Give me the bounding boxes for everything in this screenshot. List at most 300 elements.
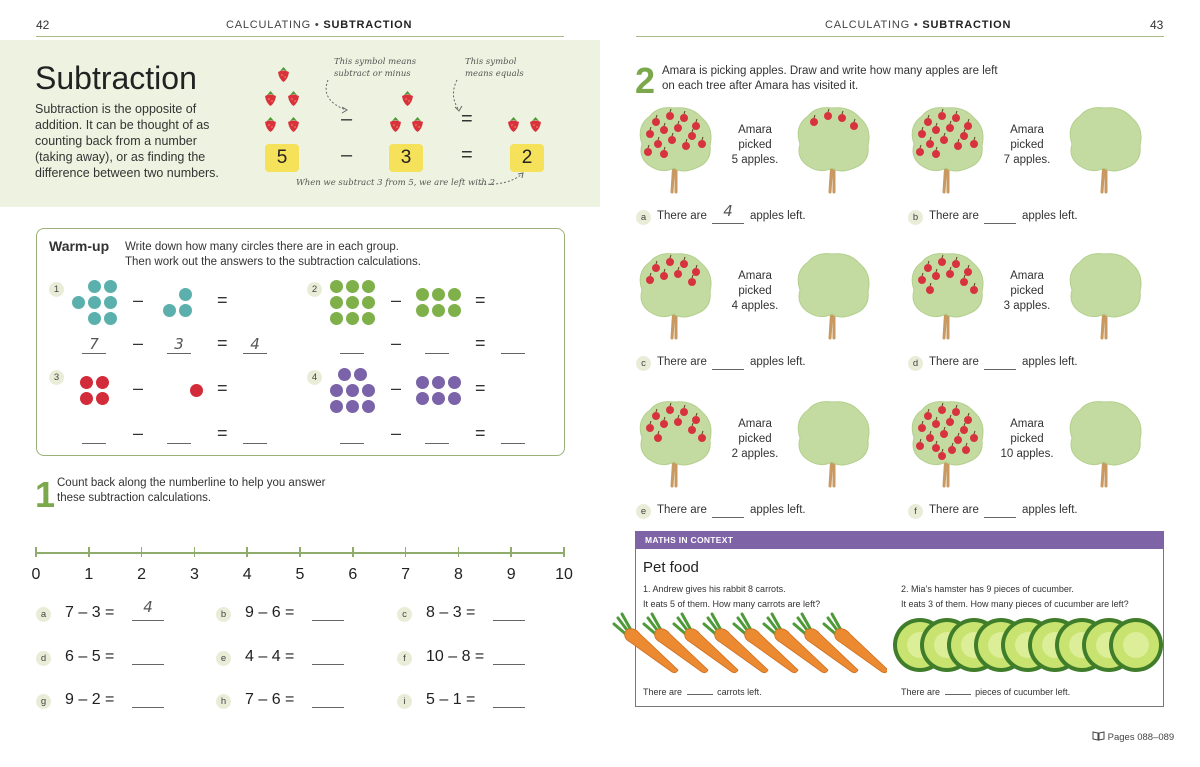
question-hamster: 2. Mia’s hamster has 9 pieces of cucumber. It eats 3 of them. How many pieces of cucumber are left? bbox=[901, 584, 1129, 609]
apple-icon bbox=[666, 406, 674, 414]
picked-label bbox=[992, 417, 1062, 462]
answer-blank[interactable] bbox=[687, 694, 713, 695]
picked-label-line: 2 apples. bbox=[731, 448, 779, 460]
apple-icon bbox=[666, 258, 674, 266]
circle-dot bbox=[362, 280, 375, 293]
apple-icon bbox=[918, 130, 926, 138]
question-expression: 9 – 6 = bbox=[245, 604, 295, 621]
question-label: f bbox=[397, 651, 412, 666]
apple-icon bbox=[682, 142, 690, 150]
apple-icon bbox=[940, 136, 948, 144]
question-label: i bbox=[397, 694, 412, 709]
circle-dot bbox=[448, 304, 461, 317]
answer-blank[interactable] bbox=[493, 620, 525, 621]
page-number-left: 42 bbox=[36, 18, 50, 32]
question-label: h bbox=[216, 694, 231, 709]
running-head-right: CALCULATING • SUBTRACTION bbox=[825, 19, 1012, 31]
handwritten-answer: 3 bbox=[174, 335, 184, 353]
apple-tree-before bbox=[906, 104, 988, 194]
equals-symbol: = bbox=[475, 290, 486, 310]
strawberry-icon bbox=[506, 116, 521, 133]
apple-icon bbox=[970, 434, 978, 442]
apple-icon bbox=[924, 264, 932, 272]
strawberry-icon bbox=[276, 66, 291, 83]
question-label: a bbox=[36, 607, 51, 622]
numberline-tick bbox=[35, 547, 37, 557]
picked-label bbox=[720, 123, 790, 168]
pet-food-title: Pet food bbox=[643, 559, 699, 576]
apple-icon bbox=[644, 148, 652, 156]
apple-icon bbox=[824, 112, 832, 120]
equals-symbol: = bbox=[461, 144, 473, 166]
apple-icon bbox=[970, 140, 978, 148]
answer-hamster: There are pieces of cucumber left. bbox=[901, 687, 1071, 697]
answer-blank[interactable] bbox=[984, 369, 1016, 370]
section1-instructions: Count back along the numberline to help you answer these subtraction calculations. bbox=[57, 477, 326, 504]
circle-dot bbox=[448, 288, 461, 301]
intro-text: Subtraction is the opposite of addition. It can be thought of as counting back from a number (taking away), or as finding the difference between two numbers. bbox=[35, 102, 219, 180]
circle-dot bbox=[80, 376, 93, 389]
minus-symbol: – bbox=[133, 290, 144, 310]
picked-label-line: picked bbox=[738, 433, 772, 445]
apple-icon bbox=[688, 426, 696, 434]
answer-blank[interactable] bbox=[340, 353, 364, 354]
picked-label-line: 3 apples. bbox=[1003, 300, 1051, 312]
apple-icon bbox=[652, 118, 660, 126]
numberline-label: 10 bbox=[555, 566, 573, 583]
minus-symbol: – bbox=[391, 333, 402, 353]
circle-dot bbox=[346, 312, 359, 325]
answer-blank[interactable] bbox=[712, 517, 744, 518]
answer-blank[interactable] bbox=[167, 443, 191, 444]
minus-symbol: – bbox=[341, 144, 353, 166]
warmup-instructions: Write down how many circles there are in each group. Then work out the answers to the subtraction calculations. bbox=[125, 241, 421, 268]
apple-icon bbox=[660, 420, 668, 428]
apple-icon bbox=[964, 122, 972, 130]
warmup-item-label: 2 bbox=[307, 282, 322, 297]
apple-icon bbox=[654, 140, 662, 148]
numberline-label: 5 bbox=[295, 566, 305, 583]
circle-dot bbox=[432, 304, 445, 317]
apple-icon bbox=[674, 124, 682, 132]
answer-blank[interactable] bbox=[984, 517, 1016, 518]
apple-icon bbox=[850, 122, 858, 130]
apple-icon bbox=[916, 442, 924, 450]
answer-blank[interactable] bbox=[945, 694, 971, 695]
answer-prefix: There are bbox=[657, 504, 707, 516]
answer-blank[interactable] bbox=[132, 707, 164, 708]
question-expression: 10 – 8 = bbox=[426, 648, 485, 665]
question-expression: 8 – 3 = bbox=[426, 604, 476, 621]
question-expression: 7 – 6 = bbox=[245, 691, 295, 708]
circle-dot bbox=[416, 288, 429, 301]
apple-icon bbox=[946, 270, 954, 278]
apple-icon bbox=[692, 416, 700, 424]
circle-dot bbox=[72, 296, 85, 309]
picked-label-line: Amara bbox=[738, 124, 772, 136]
answer-prefix: There are bbox=[929, 210, 979, 222]
answer-blank[interactable] bbox=[312, 664, 344, 665]
apple-icon bbox=[652, 412, 660, 420]
answer-blank[interactable] bbox=[712, 369, 744, 370]
number-box-5: 5 bbox=[265, 144, 299, 172]
question-expression: 9 – 2 = bbox=[65, 691, 115, 708]
circle-dot bbox=[163, 304, 176, 317]
apple-icon bbox=[680, 408, 688, 416]
apple-icon bbox=[952, 408, 960, 416]
apple-icon bbox=[946, 418, 954, 426]
question-expression: 6 – 5 = bbox=[65, 648, 115, 665]
answer-rabbit: There are carrots left. bbox=[643, 687, 762, 697]
numberline-tick bbox=[246, 547, 248, 557]
circle-dot bbox=[362, 296, 375, 309]
circle-dot bbox=[179, 304, 192, 317]
question-label: g bbox=[36, 694, 51, 709]
picked-label-line: 4 apples. bbox=[731, 300, 779, 312]
header-rule-right bbox=[636, 36, 1164, 37]
apple-tree-after bbox=[1064, 250, 1146, 340]
picked-label bbox=[720, 417, 790, 462]
circle-dot bbox=[362, 400, 375, 413]
apple-icon bbox=[680, 114, 688, 122]
circle-dot bbox=[190, 384, 203, 397]
minus-symbol: – bbox=[341, 108, 353, 130]
circle-dot bbox=[346, 296, 359, 309]
apple-icon bbox=[964, 416, 972, 424]
picked-label-line: Amara bbox=[1010, 418, 1044, 430]
circle-dot bbox=[432, 392, 445, 405]
cucumber-illustration bbox=[892, 615, 1164, 675]
answer-blank[interactable] bbox=[167, 353, 191, 354]
equals-symbol: = bbox=[217, 423, 228, 443]
apple-icon bbox=[692, 268, 700, 276]
page-reference: Pages 088–089 bbox=[1092, 731, 1174, 743]
answer-prefix: There are bbox=[929, 504, 979, 516]
numberline-tick bbox=[510, 547, 512, 557]
picked-label bbox=[992, 123, 1062, 168]
apple-tree-after bbox=[792, 250, 874, 340]
answer-blank[interactable] bbox=[501, 353, 525, 354]
numberline-label: 4 bbox=[242, 566, 252, 583]
apple-icon bbox=[948, 446, 956, 454]
strawberry-icon bbox=[388, 116, 403, 133]
apple-icon bbox=[810, 118, 818, 126]
circle-dot bbox=[330, 280, 343, 293]
answer-blank[interactable] bbox=[132, 620, 164, 621]
answer-prefix: There are bbox=[657, 356, 707, 368]
apple-icon bbox=[938, 258, 946, 266]
answer-blank[interactable] bbox=[340, 443, 364, 444]
apple-icon bbox=[962, 446, 970, 454]
minus-symbol: – bbox=[391, 378, 402, 398]
handwritten-answer: 4 bbox=[250, 335, 260, 353]
apple-icon bbox=[668, 136, 676, 144]
apple-icon bbox=[960, 426, 968, 434]
question-label: d bbox=[908, 356, 923, 371]
answer-blank[interactable] bbox=[425, 353, 449, 354]
minus-symbol: – bbox=[133, 333, 144, 353]
answer-blank[interactable] bbox=[984, 223, 1016, 224]
picked-label-line: Amara bbox=[1010, 124, 1044, 136]
circle-dot bbox=[362, 312, 375, 325]
numberline-tick bbox=[563, 547, 565, 557]
circle-dot bbox=[416, 392, 429, 405]
annotation-minus: This symbol means subtract or minus bbox=[334, 57, 417, 79]
circle-dot bbox=[88, 296, 101, 309]
apple-icon bbox=[932, 126, 940, 134]
picked-label-line: Amara bbox=[1010, 270, 1044, 282]
circle-dot bbox=[88, 280, 101, 293]
numberline-label: 1 bbox=[84, 566, 94, 583]
circle-dot bbox=[432, 288, 445, 301]
answer-suffix: apples left. bbox=[1022, 504, 1078, 516]
circle-dot bbox=[432, 376, 445, 389]
picked-label-line: picked bbox=[738, 139, 772, 151]
circle-dot bbox=[346, 384, 359, 397]
apple-icon bbox=[926, 140, 934, 148]
numberline-tick bbox=[352, 547, 354, 557]
picked-label-line: 5 apples. bbox=[731, 154, 779, 166]
picked-label-line: 10 apples. bbox=[1000, 448, 1054, 460]
numberline-label: 0 bbox=[31, 566, 41, 583]
question-label: a bbox=[636, 210, 651, 225]
apple-icon bbox=[926, 286, 934, 294]
answer-blank[interactable] bbox=[493, 664, 525, 665]
section2-instructions: Amara is picking apples. Draw and write how many apples are left on each tree after Amara has visited it. bbox=[662, 65, 998, 92]
minus-symbol: – bbox=[133, 378, 144, 398]
answer-blank[interactable] bbox=[82, 443, 106, 444]
question-label: e bbox=[216, 651, 231, 666]
strawberry-icon bbox=[400, 90, 415, 107]
apple-icon bbox=[924, 412, 932, 420]
circle-dot bbox=[448, 376, 461, 389]
circle-dot bbox=[330, 400, 343, 413]
answer-prefix: There are bbox=[657, 210, 707, 222]
apple-icon bbox=[838, 114, 846, 122]
numberline-label: 8 bbox=[453, 566, 463, 583]
numberline-tick bbox=[141, 547, 143, 557]
circle-dot bbox=[416, 304, 429, 317]
apple-icon bbox=[938, 452, 946, 460]
number-box-2: 2 bbox=[510, 144, 544, 172]
minus-symbol: – bbox=[391, 290, 402, 310]
circle-dot bbox=[96, 376, 109, 389]
apple-icon bbox=[938, 406, 946, 414]
apple-icon bbox=[940, 430, 948, 438]
circle-dot bbox=[104, 296, 117, 309]
number-box-3: 3 bbox=[389, 144, 423, 172]
apple-icon bbox=[932, 444, 940, 452]
circle-dot bbox=[88, 312, 101, 325]
answer-blank[interactable] bbox=[243, 353, 267, 354]
numberline-tick bbox=[194, 547, 196, 557]
apple-icon bbox=[698, 434, 706, 442]
question-label: b bbox=[216, 607, 231, 622]
cucumber-slice-icon bbox=[1109, 618, 1163, 672]
apple-tree-before bbox=[634, 398, 716, 488]
apple-icon bbox=[660, 126, 668, 134]
question-expression: 7 – 3 = bbox=[65, 604, 115, 621]
apple-tree-before bbox=[906, 398, 988, 488]
picked-label bbox=[720, 269, 790, 314]
maths-in-context-header: MATHS IN CONTEXT bbox=[635, 531, 1164, 549]
numberline-label: 6 bbox=[348, 566, 358, 583]
arrow-caption-icon bbox=[478, 172, 528, 192]
apple-icon bbox=[952, 260, 960, 268]
answer-prefix: There are bbox=[929, 356, 979, 368]
question-label: b bbox=[908, 210, 923, 225]
answer-suffix: apples left. bbox=[750, 210, 806, 222]
equals-symbol: = bbox=[475, 333, 486, 353]
carrot-icon bbox=[824, 614, 887, 673]
apple-icon bbox=[954, 142, 962, 150]
question-label: c bbox=[397, 607, 412, 622]
strawberry-icon bbox=[286, 90, 301, 107]
apple-icon bbox=[954, 436, 962, 444]
circle-dot bbox=[354, 368, 367, 381]
question-rabbit: 1. Andrew gives his rabbit 8 carrots. It eats 5 of them. How many carrots are left? bbox=[643, 584, 821, 609]
apple-icon bbox=[646, 276, 654, 284]
apple-icon bbox=[660, 150, 668, 158]
answer-suffix: apples left. bbox=[1022, 356, 1078, 368]
answer-blank[interactable] bbox=[493, 707, 525, 708]
apple-icon bbox=[674, 418, 682, 426]
answer-suffix: apples left. bbox=[1022, 210, 1078, 222]
apple-icon bbox=[646, 130, 654, 138]
apple-icon bbox=[698, 140, 706, 148]
book-icon bbox=[1092, 731, 1105, 741]
equals-symbol: = bbox=[461, 108, 473, 130]
equals-symbol: = bbox=[475, 378, 486, 398]
apple-icon bbox=[960, 132, 968, 140]
numberline-tick bbox=[299, 547, 301, 557]
page-number-right: 43 bbox=[1150, 18, 1164, 32]
numberline-tick bbox=[88, 547, 90, 557]
apple-icon bbox=[688, 278, 696, 286]
circle-dot bbox=[330, 384, 343, 397]
apple-icon bbox=[654, 434, 662, 442]
apple-icon bbox=[660, 272, 668, 280]
picked-label-line: Amara bbox=[738, 270, 772, 282]
apple-tree-after bbox=[1064, 104, 1146, 194]
apple-icon bbox=[952, 114, 960, 122]
apple-icon bbox=[680, 260, 688, 268]
warmup-item-label: 1 bbox=[49, 282, 64, 297]
circle-dot bbox=[104, 280, 117, 293]
page-title: Subtraction bbox=[35, 60, 197, 96]
circle-dot bbox=[330, 312, 343, 325]
circle-dot bbox=[330, 296, 343, 309]
picked-label-line: picked bbox=[738, 285, 772, 297]
apple-icon bbox=[918, 424, 926, 432]
minus-symbol: – bbox=[391, 423, 402, 443]
answer-suffix: apples left. bbox=[750, 356, 806, 368]
picked-label-line: picked bbox=[1010, 285, 1044, 297]
equals-symbol: = bbox=[475, 423, 486, 443]
apple-tree-before bbox=[634, 250, 716, 340]
numberline-label: 2 bbox=[137, 566, 147, 583]
answer-blank[interactable] bbox=[712, 223, 744, 224]
warmup-item-label: 3 bbox=[49, 370, 64, 385]
apple-tree-before bbox=[906, 250, 988, 340]
answer-blank[interactable] bbox=[312, 620, 344, 621]
apple-icon bbox=[932, 272, 940, 280]
apple-icon bbox=[938, 112, 946, 120]
numberline-label: 3 bbox=[189, 566, 199, 583]
apple-tree-after bbox=[1064, 398, 1146, 488]
circle-dot bbox=[346, 400, 359, 413]
section-number-2: 2 bbox=[635, 60, 656, 101]
answer-blank[interactable] bbox=[132, 664, 164, 665]
numberline-tick bbox=[458, 547, 460, 557]
warmup-title: Warm-up bbox=[49, 238, 110, 254]
apple-icon bbox=[916, 148, 924, 156]
annotation-equals: This symbol means equals bbox=[465, 57, 524, 79]
minus-symbol: – bbox=[133, 423, 144, 443]
circle-dot bbox=[104, 312, 117, 325]
apple-icon bbox=[924, 118, 932, 126]
apple-icon bbox=[960, 278, 968, 286]
picked-label-line: 7 apples. bbox=[1003, 154, 1051, 166]
numberline-label: 9 bbox=[506, 566, 516, 583]
apple-icon bbox=[692, 122, 700, 130]
circle-dot bbox=[338, 368, 351, 381]
numberline-label: 7 bbox=[401, 566, 411, 583]
apple-icon bbox=[932, 420, 940, 428]
question-expression: 4 – 4 = bbox=[245, 648, 295, 665]
apple-tree-before bbox=[634, 104, 716, 194]
question-expression: 5 – 1 = bbox=[426, 691, 476, 708]
equals-symbol: = bbox=[217, 378, 228, 398]
equals-symbol: = bbox=[217, 333, 228, 353]
header-rule-left bbox=[36, 36, 564, 37]
handwritten-answer: 4 bbox=[143, 598, 153, 616]
strawberry-icon bbox=[410, 116, 425, 133]
picked-label-line: picked bbox=[1010, 139, 1044, 151]
numberline-tick bbox=[405, 547, 407, 557]
strawberry-icon bbox=[263, 116, 278, 133]
apple-icon bbox=[652, 264, 660, 272]
strawberry-icon bbox=[528, 116, 543, 133]
circle-dot bbox=[80, 392, 93, 405]
answer-blank[interactable] bbox=[312, 707, 344, 708]
answer-blank[interactable] bbox=[243, 443, 267, 444]
section-number-1: 1 bbox=[35, 474, 56, 515]
answer-blank[interactable] bbox=[501, 443, 525, 444]
answer-blank[interactable] bbox=[425, 443, 449, 444]
intro-caption: When we subtract 3 from 5, we are left with 2 bbox=[296, 178, 496, 188]
question-label: d bbox=[36, 651, 51, 666]
equals-symbol: = bbox=[217, 290, 228, 310]
apple-icon bbox=[674, 270, 682, 278]
circle-dot bbox=[179, 288, 192, 301]
apple-icon bbox=[918, 276, 926, 284]
apple-icon bbox=[666, 112, 674, 120]
circle-dot bbox=[346, 280, 359, 293]
apple-icon bbox=[970, 286, 978, 294]
apple-icon bbox=[646, 424, 654, 432]
apple-tree-after bbox=[792, 398, 874, 488]
answer-blank[interactable] bbox=[82, 353, 106, 354]
question-label: c bbox=[636, 356, 651, 371]
strawberry-icon bbox=[286, 116, 301, 133]
apple-icon bbox=[964, 268, 972, 276]
apple-tree-after bbox=[792, 104, 874, 194]
running-head-left: CALCULATING • SUBTRACTION bbox=[226, 19, 413, 31]
apple-icon bbox=[932, 150, 940, 158]
circle-dot bbox=[448, 392, 461, 405]
strawberry-icon bbox=[263, 90, 278, 107]
